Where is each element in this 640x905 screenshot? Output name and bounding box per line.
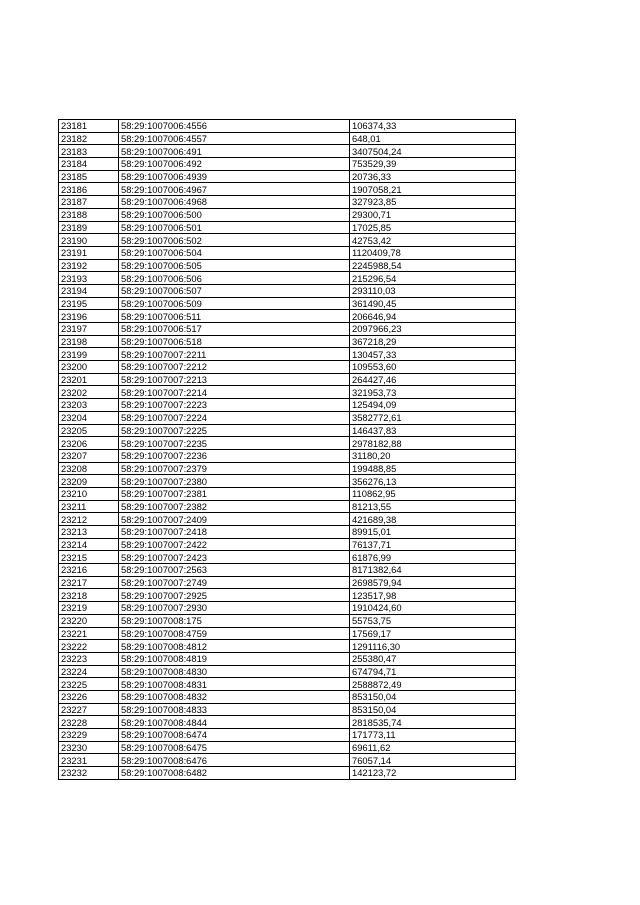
cadastral-number-cell: 58:29:1007008:4759 [119, 627, 350, 640]
row-number-cell: 23221 [59, 627, 119, 640]
cadastral-number-cell: 58:29:1007006:4557 [119, 132, 350, 145]
cadastral-number-cell: 58:29:1007006:501 [119, 221, 350, 234]
value-cell: 3582772,61 [350, 411, 516, 424]
cadastral-number-cell: 58:29:1007007:2381 [119, 487, 350, 500]
table-row [59, 538, 516, 551]
table-row [59, 272, 516, 285]
cadastral-number-cell: 58:29:1007007:2930 [119, 602, 350, 615]
value-cell: 110862,95 [350, 487, 516, 500]
value-cell: 146437,83 [350, 424, 516, 437]
table-row [59, 399, 516, 412]
row-number-cell: 23202 [59, 386, 119, 399]
value-cell: 356276,13 [350, 475, 516, 488]
value-cell: 69611,62 [350, 741, 516, 754]
row-number-cell: 23222 [59, 640, 119, 653]
row-number-cell: 23193 [59, 272, 119, 285]
cadastral-number-cell: 58:29:1007006:507 [119, 284, 350, 297]
cadastral-number-cell: 58:29:1007007:2379 [119, 462, 350, 475]
row-number-cell: 23187 [59, 196, 119, 209]
row-number-cell: 23228 [59, 716, 119, 729]
cadastral-number-cell: 58:29:1007008:6474 [119, 729, 350, 742]
cadastral-number-cell: 58:29:1007007:2409 [119, 513, 350, 526]
table-row [59, 627, 516, 640]
value-cell: 142123,72 [350, 767, 516, 780]
cadastral-number-cell: 58:29:1007007:2236 [119, 449, 350, 462]
cadastral-number-cell: 58:29:1007007:2224 [119, 411, 350, 424]
value-cell: 215296,54 [350, 272, 516, 285]
value-cell: 327923,85 [350, 196, 516, 209]
value-cell: 42753,42 [350, 234, 516, 247]
cadastral-number-cell: 58:29:1007008:175 [119, 614, 350, 627]
row-number-cell: 23198 [59, 335, 119, 348]
row-number-cell: 23225 [59, 678, 119, 691]
value-cell: 125494,09 [350, 399, 516, 412]
cadastral-number-cell: 58:29:1007008:4830 [119, 665, 350, 678]
table-row [59, 526, 516, 539]
cadastral-number-cell: 58:29:1007008:4832 [119, 690, 350, 703]
table-row [59, 741, 516, 754]
table-row [59, 386, 516, 399]
row-number-cell: 23183 [59, 145, 119, 158]
value-cell: 206646,94 [350, 310, 516, 323]
cadastral-number-cell: 58:29:1007007:2563 [119, 564, 350, 577]
value-cell: 321953,73 [350, 386, 516, 399]
row-number-cell: 23182 [59, 132, 119, 145]
row-number-cell: 23194 [59, 284, 119, 297]
row-number-cell: 23207 [59, 449, 119, 462]
row-number-cell: 23216 [59, 564, 119, 577]
row-number-cell: 23186 [59, 183, 119, 196]
table-row [59, 462, 516, 475]
table-row [59, 690, 516, 703]
table-row [59, 183, 516, 196]
table-row [59, 170, 516, 183]
value-cell: 2698579,94 [350, 576, 516, 589]
cadastral-number-cell: 58:29:1007007:2422 [119, 538, 350, 551]
value-cell: 109553,60 [350, 361, 516, 374]
table-row [59, 208, 516, 221]
cadastral-number-cell: 58:29:1007006:4939 [119, 170, 350, 183]
cadastral-number-cell: 58:29:1007006:4967 [119, 183, 350, 196]
cadastral-number-cell: 58:29:1007007:2380 [119, 475, 350, 488]
cadastral-number-cell: 58:29:1007007:2213 [119, 373, 350, 386]
cadastral-number-cell: 58:29:1007008:6482 [119, 767, 350, 780]
row-number-cell: 23208 [59, 462, 119, 475]
row-number-cell: 23223 [59, 652, 119, 665]
cadastral-number-cell: 58:29:1007008:4812 [119, 640, 350, 653]
row-number-cell: 23226 [59, 690, 119, 703]
value-cell: 2588872,49 [350, 678, 516, 691]
row-number-cell: 23195 [59, 297, 119, 310]
value-cell: 648,01 [350, 132, 516, 145]
table-row [59, 665, 516, 678]
cadastral-number-cell: 58:29:1007007:2212 [119, 361, 350, 374]
cadastral-number-cell: 58:29:1007007:2214 [119, 386, 350, 399]
value-cell: 1910424,60 [350, 602, 516, 615]
cadastral-number-cell: 58:29:1007007:2223 [119, 399, 350, 412]
value-cell: 199488,85 [350, 462, 516, 475]
table-row [59, 335, 516, 348]
cadastral-number-cell: 58:29:1007006:511 [119, 310, 350, 323]
value-cell: 853150,04 [350, 690, 516, 703]
row-number-cell: 23181 [59, 120, 119, 133]
table-row [59, 361, 516, 374]
cadastral-number-cell: 58:29:1007007:2423 [119, 551, 350, 564]
row-number-cell: 23230 [59, 741, 119, 754]
cadastral-number-cell: 58:29:1007007:2382 [119, 500, 350, 513]
value-cell: 674794,71 [350, 665, 516, 678]
cadastral-number-cell: 58:29:1007006:4556 [119, 120, 350, 133]
value-cell: 264427,46 [350, 373, 516, 386]
row-number-cell: 23229 [59, 729, 119, 742]
row-number-cell: 23197 [59, 323, 119, 336]
table-row [59, 424, 516, 437]
table-row [59, 487, 516, 500]
table-row [59, 703, 516, 716]
table-row [59, 259, 516, 272]
table-row [59, 678, 516, 691]
value-cell: 421689,38 [350, 513, 516, 526]
cadastral-number-cell: 58:29:1007006:509 [119, 297, 350, 310]
row-number-cell: 23220 [59, 614, 119, 627]
table-row [59, 297, 516, 310]
value-cell: 255380,47 [350, 652, 516, 665]
value-cell: 130457,33 [350, 348, 516, 361]
cadastral-number-cell: 58:29:1007007:2225 [119, 424, 350, 437]
row-number-cell: 23190 [59, 234, 119, 247]
cadastral-number-cell: 58:29:1007008:6476 [119, 754, 350, 767]
value-cell: 753529,39 [350, 158, 516, 171]
table-row [59, 551, 516, 564]
cadastral-number-cell: 58:29:1007007:2925 [119, 589, 350, 602]
row-number-cell: 23203 [59, 399, 119, 412]
cadastral-number-cell: 58:29:1007006:504 [119, 246, 350, 259]
cadastral-number-cell: 58:29:1007006:502 [119, 234, 350, 247]
cadastral-number-cell: 58:29:1007007:2211 [119, 348, 350, 361]
cadastral-number-cell: 58:29:1007006:517 [119, 323, 350, 336]
value-cell: 1907058,21 [350, 183, 516, 196]
row-number-cell: 23219 [59, 602, 119, 615]
value-cell: 2978182,88 [350, 437, 516, 450]
table-row [59, 145, 516, 158]
cadastral-number-cell: 58:29:1007007:2418 [119, 526, 350, 539]
value-cell: 17569,17 [350, 627, 516, 640]
value-cell: 8171382,64 [350, 564, 516, 577]
table-row [59, 437, 516, 450]
row-number-cell: 23214 [59, 538, 119, 551]
cadastral-number-cell: 58:29:1007007:2235 [119, 437, 350, 450]
row-number-cell: 23210 [59, 487, 119, 500]
table-row [59, 348, 516, 361]
row-number-cell: 23192 [59, 259, 119, 272]
value-cell: 361490,45 [350, 297, 516, 310]
row-number-cell: 23211 [59, 500, 119, 513]
cadastral-number-cell: 58:29:1007006:505 [119, 259, 350, 272]
table-body [59, 120, 516, 780]
table-row [59, 120, 516, 133]
table-row [59, 158, 516, 171]
cadastral-number-cell: 58:29:1007008:4844 [119, 716, 350, 729]
row-number-cell: 23213 [59, 526, 119, 539]
value-cell: 171773,11 [350, 729, 516, 742]
value-cell: 123517,98 [350, 589, 516, 602]
table-row [59, 716, 516, 729]
value-cell: 31180,20 [350, 449, 516, 462]
row-number-cell: 23184 [59, 158, 119, 171]
row-number-cell: 23218 [59, 589, 119, 602]
table-row [59, 221, 516, 234]
table-row [59, 475, 516, 488]
value-cell: 1120409,78 [350, 246, 516, 259]
row-number-cell: 23224 [59, 665, 119, 678]
row-number-cell: 23209 [59, 475, 119, 488]
table-row [59, 323, 516, 336]
value-cell: 61876,99 [350, 551, 516, 564]
row-number-cell: 23215 [59, 551, 119, 564]
table-row [59, 246, 516, 259]
row-number-cell: 23191 [59, 246, 119, 259]
value-cell: 367218,29 [350, 335, 516, 348]
table-row [59, 449, 516, 462]
value-cell: 2097966,23 [350, 323, 516, 336]
table-row [59, 576, 516, 589]
value-cell: 106374,33 [350, 120, 516, 133]
value-cell: 20736,33 [350, 170, 516, 183]
table-row [59, 640, 516, 653]
cadastral-number-cell: 58:29:1007006:492 [119, 158, 350, 171]
value-cell: 853150,04 [350, 703, 516, 716]
value-cell: 55753,75 [350, 614, 516, 627]
row-number-cell: 23188 [59, 208, 119, 221]
value-cell: 81213,55 [350, 500, 516, 513]
table-row [59, 602, 516, 615]
value-cell: 293110,03 [350, 284, 516, 297]
table-row [59, 614, 516, 627]
value-cell: 76137,71 [350, 538, 516, 551]
table-row [59, 373, 516, 386]
value-cell: 17025,85 [350, 221, 516, 234]
row-number-cell: 23205 [59, 424, 119, 437]
table-row [59, 589, 516, 602]
cadastral-number-cell: 58:29:1007006:491 [119, 145, 350, 158]
row-number-cell: 23185 [59, 170, 119, 183]
table-row [59, 729, 516, 742]
table-row [59, 132, 516, 145]
row-number-cell: 23189 [59, 221, 119, 234]
cadastral-number-cell: 58:29:1007008:4831 [119, 678, 350, 691]
value-cell: 3407504,24 [350, 145, 516, 158]
cadastral-number-cell: 58:29:1007008:4819 [119, 652, 350, 665]
row-number-cell: 23227 [59, 703, 119, 716]
cadastral-number-cell: 58:29:1007008:6475 [119, 741, 350, 754]
cadastral-number-cell: 58:29:1007007:2749 [119, 576, 350, 589]
data-table [58, 119, 516, 780]
table-row [59, 196, 516, 209]
row-number-cell: 23201 [59, 373, 119, 386]
value-cell: 2245988,54 [350, 259, 516, 272]
table-row [59, 284, 516, 297]
row-number-cell: 23232 [59, 767, 119, 780]
row-number-cell: 23231 [59, 754, 119, 767]
row-number-cell: 23200 [59, 361, 119, 374]
table-row [59, 652, 516, 665]
row-number-cell: 23206 [59, 437, 119, 450]
table-row [59, 310, 516, 323]
row-number-cell: 23204 [59, 411, 119, 424]
cadastral-number-cell: 58:29:1007006:500 [119, 208, 350, 221]
table-row [59, 411, 516, 424]
row-number-cell: 23212 [59, 513, 119, 526]
value-cell: 1291116,30 [350, 640, 516, 653]
value-cell: 2818535,74 [350, 716, 516, 729]
table-row [59, 564, 516, 577]
row-number-cell: 23199 [59, 348, 119, 361]
row-number-cell: 23217 [59, 576, 119, 589]
cadastral-number-cell: 58:29:1007006:4968 [119, 196, 350, 209]
value-cell: 89915,01 [350, 526, 516, 539]
table-row [59, 513, 516, 526]
table-row [59, 767, 516, 780]
table-row [59, 234, 516, 247]
row-number-cell: 23196 [59, 310, 119, 323]
table-row [59, 500, 516, 513]
cadastral-number-cell: 58:29:1007006:518 [119, 335, 350, 348]
value-cell: 76057,14 [350, 754, 516, 767]
cadastral-number-cell: 58:29:1007006:506 [119, 272, 350, 285]
table-row [59, 754, 516, 767]
value-cell: 29300,71 [350, 208, 516, 221]
cadastral-number-cell: 58:29:1007008:4833 [119, 703, 350, 716]
